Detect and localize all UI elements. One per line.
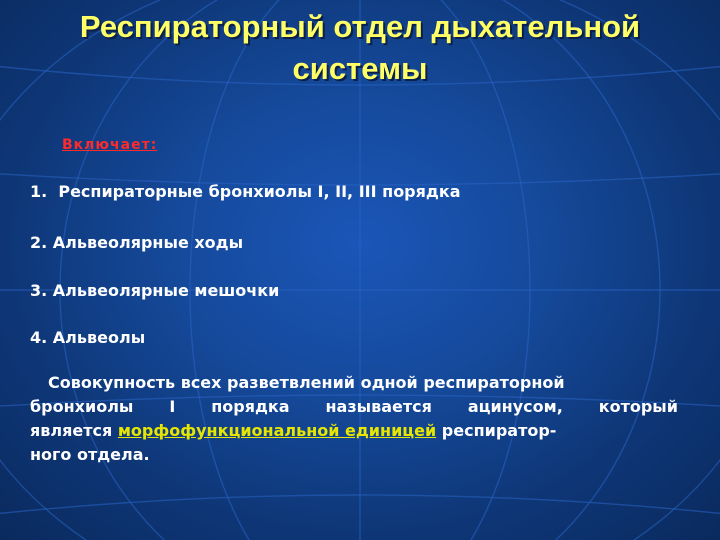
list-item: 1. Респираторные бронхиолы I, II, III порядка [30,182,461,201]
paragraph-word: I [169,397,176,416]
title-line-2: системы [292,51,428,86]
paragraph-word: порядка [211,397,290,416]
paragraph-line-3-before: является [30,421,118,440]
acinus-paragraph [30,371,695,467]
paragraph-word: бронхиолы [30,397,134,416]
paragraph-line-3-after: респиратор- [436,421,557,440]
paragraph-word: который [598,397,678,416]
paragraph-word: называется [325,397,432,416]
paragraph-line-1: Совокупность всех разветвлений одной респираторной [48,373,565,392]
includes-colon: : [150,137,158,153]
paragraph-line-4: ного отдела. [30,445,150,464]
list-item: 4. Альвеолы [30,328,146,347]
paragraph-line-3 [30,419,695,443]
paragraph-word: ацинусом, [467,397,563,416]
includes-label-text: Включает [62,137,151,153]
slide-title [0,6,720,90]
highlight-term: морфофункциональной единицей [117,421,437,440]
list-item: 2. Альвеолярные ходы [30,233,244,252]
list-item: 3. Альвеолярные мешочки [30,281,280,300]
includes-label [62,137,157,153]
title-line-1: Респираторный отдел дыхательной [79,9,641,44]
paragraph-line-2 [30,395,678,419]
